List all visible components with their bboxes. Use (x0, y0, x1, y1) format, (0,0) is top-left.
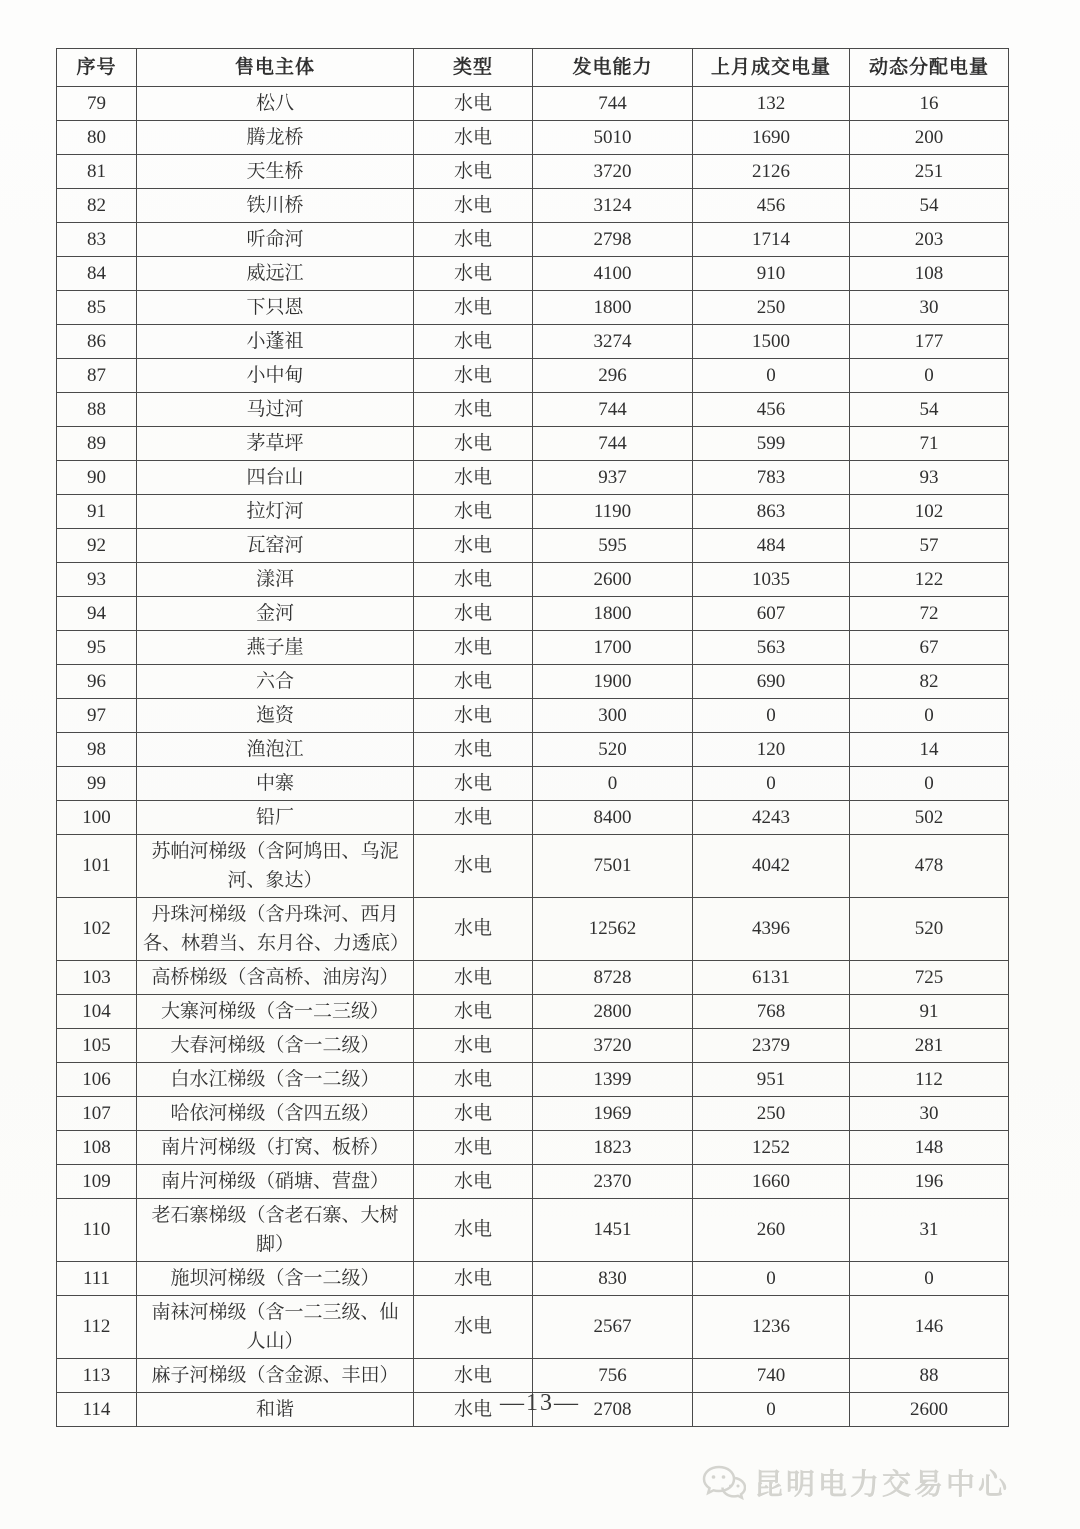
header-last-month-volume: 上月成交电量 (693, 49, 850, 87)
table-cell: 水电 (414, 461, 533, 495)
table-cell: 水电 (414, 359, 533, 393)
table-row (57, 189, 1009, 223)
table-cell: 83 (57, 223, 137, 257)
table-cell: 1451 (533, 1199, 693, 1262)
table-cell: 南片河梯级（硝塘、营盘） (137, 1165, 414, 1199)
table-cell: 水电 (414, 155, 533, 189)
header-serial-number: 序号 (57, 49, 137, 87)
table-cell: 4100 (533, 257, 693, 291)
table-row (57, 961, 1009, 995)
table-cell: 天生桥 (137, 155, 414, 189)
table-cell: 水电 (414, 223, 533, 257)
table-cell: 铁川桥 (137, 189, 414, 223)
table-cell: 72 (850, 597, 1009, 631)
table-cell: 520 (850, 898, 1009, 961)
table-cell: 腾龙桥 (137, 121, 414, 155)
table-cell: 54 (850, 189, 1009, 223)
table-cell: 79 (57, 87, 137, 121)
table-row (57, 767, 1009, 801)
table-cell: 94 (57, 597, 137, 631)
table-cell: 1500 (693, 325, 850, 359)
table-cell: 南片河梯级（打窝、板桥） (137, 1131, 414, 1165)
table-cell: 250 (693, 1097, 850, 1131)
table-cell: 296 (533, 359, 693, 393)
table-cell: 478 (850, 835, 1009, 898)
table-cell: 3720 (533, 155, 693, 189)
table-cell: 0 (533, 767, 693, 801)
table-cell: 水电 (414, 1165, 533, 1199)
table-row (57, 87, 1009, 121)
table-cell: 599 (693, 427, 850, 461)
table-cell: 4042 (693, 835, 850, 898)
table-row (57, 427, 1009, 461)
table-cell: 563 (693, 631, 850, 665)
table-cell: 水电 (414, 1029, 533, 1063)
table-row (57, 801, 1009, 835)
table-cell: 0 (850, 1262, 1009, 1296)
table-cell: 2798 (533, 223, 693, 257)
table-cell: 113 (57, 1359, 137, 1393)
page-number: —13— (500, 1390, 580, 1416)
table-cell: 2600 (850, 1393, 1009, 1427)
table-cell: 103 (57, 961, 137, 995)
table-cell: 0 (850, 359, 1009, 393)
table-cell: 水电 (414, 257, 533, 291)
table-row (57, 563, 1009, 597)
table-row (57, 223, 1009, 257)
header-type: 类型 (414, 49, 533, 87)
table-cell: 87 (57, 359, 137, 393)
table-row (57, 597, 1009, 631)
table-cell: 苏帕河梯级（含阿鸠田、乌泥河、象达） (137, 835, 414, 898)
table-row (57, 1029, 1009, 1063)
table-cell: 漾洱 (137, 563, 414, 597)
table-cell: 2800 (533, 995, 693, 1029)
table-cell: 水电 (414, 801, 533, 835)
table-cell: 82 (850, 665, 1009, 699)
table-row (57, 325, 1009, 359)
table-cell: 112 (850, 1063, 1009, 1097)
table-cell: 84 (57, 257, 137, 291)
table-cell: 1969 (533, 1097, 693, 1131)
table-cell: 95 (57, 631, 137, 665)
table-cell: 老石寨梯级（含老石寨、大树脚） (137, 1199, 414, 1262)
table-cell: 82 (57, 189, 137, 223)
table-cell: 88 (57, 393, 137, 427)
table-cell: 132 (693, 87, 850, 121)
table-cell: 水电 (414, 1063, 533, 1097)
table-cell: 水电 (414, 1393, 533, 1427)
table-cell: 1700 (533, 631, 693, 665)
table-cell: 86 (57, 325, 137, 359)
table-cell: 水电 (414, 325, 533, 359)
table-cell: 30 (850, 1097, 1009, 1131)
table-cell: 106 (57, 1063, 137, 1097)
table-cell: 威远江 (137, 257, 414, 291)
table-cell: 水电 (414, 961, 533, 995)
table-cell: 951 (693, 1063, 850, 1097)
table-cell: 燕子崖 (137, 631, 414, 665)
table-cell: 756 (533, 1359, 693, 1393)
table-cell: 四台山 (137, 461, 414, 495)
table-cell: 744 (533, 393, 693, 427)
table-cell: 水电 (414, 427, 533, 461)
table-cell: 水电 (414, 1296, 533, 1359)
table-cell: 水电 (414, 733, 533, 767)
table-cell: 101 (57, 835, 137, 898)
table-cell: 水电 (414, 393, 533, 427)
table-cell: 0 (693, 1393, 850, 1427)
table-row (57, 155, 1009, 189)
table-cell: 502 (850, 801, 1009, 835)
table-cell: 水电 (414, 189, 533, 223)
table-row (57, 529, 1009, 563)
table-row (57, 257, 1009, 291)
table-cell: 水电 (414, 291, 533, 325)
table-cell: 97 (57, 699, 137, 733)
table-cell: 小蓬祖 (137, 325, 414, 359)
table-cell: 863 (693, 495, 850, 529)
table-cell: 456 (693, 393, 850, 427)
table-cell: 120 (693, 733, 850, 767)
table-cell: 14 (850, 733, 1009, 767)
table-cell: 2126 (693, 155, 850, 189)
table-row (57, 291, 1009, 325)
table-row (57, 1097, 1009, 1131)
table-cell: 0 (850, 699, 1009, 733)
table-cell: 水电 (414, 1262, 533, 1296)
table-cell: 2708 (533, 1393, 693, 1427)
table-cell: 水电 (414, 1359, 533, 1393)
table-cell: 80 (57, 121, 137, 155)
table-cell: 7501 (533, 835, 693, 898)
table-cell: 85 (57, 291, 137, 325)
table-cell: 1690 (693, 121, 850, 155)
table-cell: 740 (693, 1359, 850, 1393)
table-cell: 1900 (533, 665, 693, 699)
table-cell: 1714 (693, 223, 850, 257)
table-cell: 水电 (414, 1131, 533, 1165)
table-cell: 0 (693, 1262, 850, 1296)
table-row (57, 1262, 1009, 1296)
table-cell: 大寨河梯级（含一二三级） (137, 995, 414, 1029)
table-cell: 607 (693, 597, 850, 631)
table-row (57, 898, 1009, 961)
table-cell: 1399 (533, 1063, 693, 1097)
table-cell: 0 (693, 359, 850, 393)
table-cell: 下只恩 (137, 291, 414, 325)
table-cell: 水电 (414, 835, 533, 898)
table-cell: 施坝河梯级（含一二级） (137, 1262, 414, 1296)
table-cell: 8400 (533, 801, 693, 835)
table-cell: 107 (57, 1097, 137, 1131)
table-row (57, 393, 1009, 427)
watermark-logo (702, 1462, 1010, 1503)
table-cell: 96 (57, 665, 137, 699)
table-cell: 783 (693, 461, 850, 495)
table-cell: 0 (693, 699, 850, 733)
table-cell: 30 (850, 291, 1009, 325)
table-row (57, 1199, 1009, 1262)
table-row (57, 631, 1009, 665)
table-cell: 六合 (137, 665, 414, 699)
table-cell: 98 (57, 733, 137, 767)
table-cell: 金河 (137, 597, 414, 631)
table-cell: 110 (57, 1199, 137, 1262)
table-cell: 拉灯河 (137, 495, 414, 529)
table-cell: 92 (57, 529, 137, 563)
table-cell: 31 (850, 1199, 1009, 1262)
table-cell: 595 (533, 529, 693, 563)
table-cell: 哈依河梯级（含四五级） (137, 1097, 414, 1131)
table-cell: 104 (57, 995, 137, 1029)
table-cell: 0 (850, 767, 1009, 801)
table-cell: 1823 (533, 1131, 693, 1165)
watermark-text: 昆明电力交易中心 (753, 1469, 1010, 1501)
table-cell: 12562 (533, 898, 693, 961)
table-cell: 300 (533, 699, 693, 733)
table-cell: 520 (533, 733, 693, 767)
table-cell: 690 (693, 665, 850, 699)
table-cell: 高桥梯级（含高桥、油房沟） (137, 961, 414, 995)
table-cell: 白水江梯级（含一二级） (137, 1063, 414, 1097)
table-cell: 203 (850, 223, 1009, 257)
table-cell: 2600 (533, 563, 693, 597)
table-cell: 4396 (693, 898, 850, 961)
table-cell: 112 (57, 1296, 137, 1359)
table-cell: 54 (850, 393, 1009, 427)
table-row (57, 1131, 1009, 1165)
table-body (57, 87, 1009, 1427)
table-cell: 102 (850, 495, 1009, 529)
table-cell: 100 (57, 801, 137, 835)
table-cell: 3124 (533, 189, 693, 223)
table-cell: 90 (57, 461, 137, 495)
table-cell: 102 (57, 898, 137, 961)
table-cell: 水电 (414, 87, 533, 121)
table-cell: 听命河 (137, 223, 414, 257)
table-cell: 108 (850, 257, 1009, 291)
table-cell: 水电 (414, 1199, 533, 1262)
table-cell: 251 (850, 155, 1009, 189)
table-cell: 89 (57, 427, 137, 461)
table-row (57, 1359, 1009, 1393)
table-cell: 456 (693, 189, 850, 223)
header-generation-capacity: 发电能力 (533, 49, 693, 87)
table-row (57, 995, 1009, 1029)
table-row (57, 835, 1009, 898)
table-cell: 丹珠河梯级（含丹珠河、西月各、林碧当、东月谷、力透底） (137, 898, 414, 961)
table-cell: 484 (693, 529, 850, 563)
table-cell: 水电 (414, 699, 533, 733)
table-cell: 3274 (533, 325, 693, 359)
table-cell: 5010 (533, 121, 693, 155)
table-cell: 99 (57, 767, 137, 801)
table-cell: 1190 (533, 495, 693, 529)
table-row (57, 699, 1009, 733)
table-cell: 大春河梯级（含一二级） (137, 1029, 414, 1063)
table-cell: 114 (57, 1393, 137, 1427)
table-cell: 水电 (414, 121, 533, 155)
table-row (57, 1165, 1009, 1199)
table-cell: 71 (850, 427, 1009, 461)
table-cell: 57 (850, 529, 1009, 563)
table-cell: 2379 (693, 1029, 850, 1063)
table-cell: 93 (850, 461, 1009, 495)
table-cell: 水电 (414, 495, 533, 529)
table-cell: 148 (850, 1131, 1009, 1165)
table-cell: 200 (850, 121, 1009, 155)
table-cell: 水电 (414, 767, 533, 801)
table-cell: 水电 (414, 597, 533, 631)
table-row (57, 733, 1009, 767)
table-cell: 830 (533, 1262, 693, 1296)
table-cell: 16 (850, 87, 1009, 121)
table-cell: 1660 (693, 1165, 850, 1199)
table-row (57, 461, 1009, 495)
table-cell: 4243 (693, 801, 850, 835)
table-cell: 109 (57, 1165, 137, 1199)
table-cell: 146 (850, 1296, 1009, 1359)
table-cell: 渔泡江 (137, 733, 414, 767)
table-cell: 91 (850, 995, 1009, 1029)
table-cell: 105 (57, 1029, 137, 1063)
table-cell: 1035 (693, 563, 850, 597)
table-cell: 小中甸 (137, 359, 414, 393)
table-cell: 122 (850, 563, 1009, 597)
table-cell: 910 (693, 257, 850, 291)
table-cell: 744 (533, 87, 693, 121)
table-cell: 南袜河梯级（含一二三级、仙人山） (137, 1296, 414, 1359)
table-cell: 260 (693, 1199, 850, 1262)
table-cell: 迤资 (137, 699, 414, 733)
table-cell: 水电 (414, 898, 533, 961)
table-header-row (57, 49, 1009, 87)
header-dynamic-allocation: 动态分配电量 (850, 49, 1009, 87)
table-row (57, 1063, 1009, 1097)
power-entities-table (56, 48, 1009, 1427)
table-cell: 93 (57, 563, 137, 597)
table-cell: 768 (693, 995, 850, 1029)
table-cell: 937 (533, 461, 693, 495)
table-cell: 水电 (414, 631, 533, 665)
table-cell: 水电 (414, 995, 533, 1029)
table-row (57, 1296, 1009, 1359)
table-cell: 196 (850, 1165, 1009, 1199)
table-row (57, 359, 1009, 393)
table-cell: 744 (533, 427, 693, 461)
table-row (57, 121, 1009, 155)
table-cell: 250 (693, 291, 850, 325)
table-cell: 108 (57, 1131, 137, 1165)
table-cell: 111 (57, 1262, 137, 1296)
table-cell: 水电 (414, 665, 533, 699)
table-cell: 88 (850, 1359, 1009, 1393)
table-cell: 和谐 (137, 1393, 414, 1427)
table-cell: 铅厂 (137, 801, 414, 835)
table-cell: 67 (850, 631, 1009, 665)
wechat-icon (702, 1464, 746, 1502)
table-cell: 茅草坪 (137, 427, 414, 461)
table-row (57, 495, 1009, 529)
table-cell: 中寨 (137, 767, 414, 801)
table-cell: 8728 (533, 961, 693, 995)
table-cell: 2567 (533, 1296, 693, 1359)
table-cell: 马过河 (137, 393, 414, 427)
table-cell: 3720 (533, 1029, 693, 1063)
table-cell: 6131 (693, 961, 850, 995)
table-cell: 0 (693, 767, 850, 801)
table-cell: 瓦窑河 (137, 529, 414, 563)
table-cell: 松八 (137, 87, 414, 121)
table-cell: 1252 (693, 1131, 850, 1165)
table-cell: 麻子河梯级（含金源、丰田） (137, 1359, 414, 1393)
table-row (57, 665, 1009, 699)
table-cell: 2370 (533, 1165, 693, 1199)
table-cell: 水电 (414, 563, 533, 597)
table-cell: 281 (850, 1029, 1009, 1063)
table-cell: 水电 (414, 1097, 533, 1131)
table-cell: 725 (850, 961, 1009, 995)
table-cell: 1800 (533, 597, 693, 631)
table-cell: 91 (57, 495, 137, 529)
table-cell: 1236 (693, 1296, 850, 1359)
table-cell: 81 (57, 155, 137, 189)
table-cell: 1800 (533, 291, 693, 325)
header-selling-entity: 售电主体 (137, 49, 414, 87)
table-cell: 177 (850, 325, 1009, 359)
table-cell: 水电 (414, 529, 533, 563)
